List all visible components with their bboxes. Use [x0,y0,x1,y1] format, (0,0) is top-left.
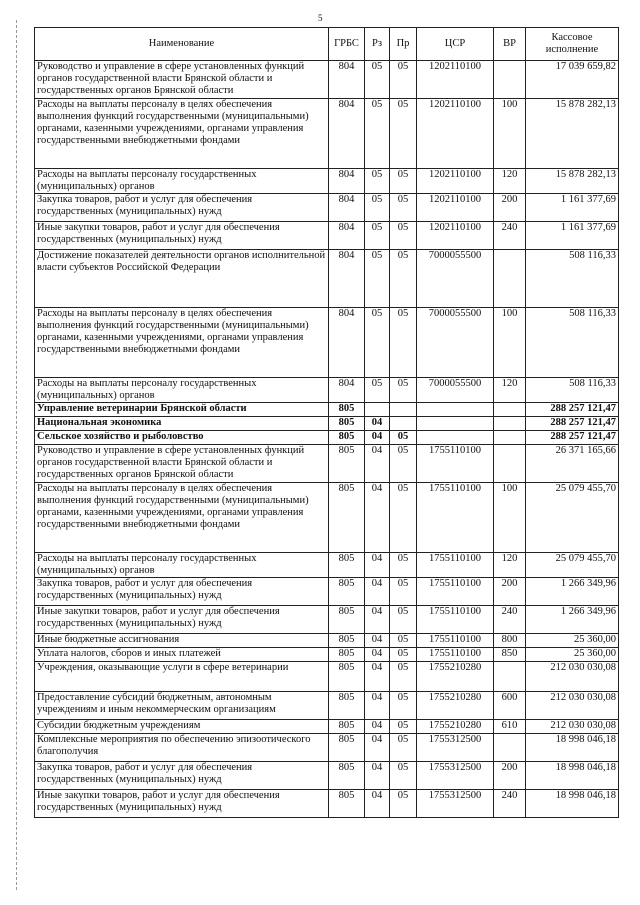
cell-rz: 04 [365,445,390,483]
cell-vr: 100 [494,99,526,169]
cell-pr: 05 [390,634,417,648]
table-row [35,734,619,762]
table-row [35,169,619,194]
cell-amount: 288 257 121,47 [526,403,619,417]
cell-csr: 1202110100 [417,222,494,250]
cell-pr: 05 [390,606,417,634]
cell-grbs: 805 [329,606,365,634]
cell-rz: 04 [365,431,390,445]
table-row [35,648,619,662]
cell-csr: 1755110100 [417,648,494,662]
cell-grbs: 805 [329,648,365,662]
column-header-rz: Рз [365,28,390,61]
cell-rz: 05 [365,308,390,378]
cell-csr: 7000055500 [417,308,494,378]
cell-name: Закупка товаров, работ и услуг для обеспечения государственных (муниципальных) нужд [35,194,329,222]
cell-pr: 05 [390,308,417,378]
cell-pr: 05 [390,692,417,720]
cell-name: Уплата налогов, сборов и иных платежей [35,648,329,662]
table-row [35,634,619,648]
cell-pr: 05 [390,553,417,578]
table-row [35,762,619,790]
cell-pr [390,417,417,431]
cell-rz: 04 [365,692,390,720]
cell-amount: 18 998 046,18 [526,790,619,818]
cell-name: Учреждения, оказывающие услуги в сфере ветеринарии [35,662,329,692]
cell-rz: 05 [365,169,390,194]
cell-rz: 05 [365,378,390,403]
cell-pr: 05 [390,61,417,99]
column-header-name: Наименование [35,28,329,61]
cell-csr: 1755110100 [417,634,494,648]
cell-csr: 7000055500 [417,378,494,403]
table-row [35,194,619,222]
cell-name: Комплексные мероприятия по обеспечению эпизоотического благополучия [35,734,329,762]
cell-name: Достижение показателей деятельности органов исполнительной власти субъектов Российской Федерации [35,250,329,308]
cell-rz: 04 [365,790,390,818]
cell-amount: 508 116,33 [526,308,619,378]
cell-name: Иные закупки товаров, работ и услуг для обеспечения государственных (муниципальных) нужд [35,790,329,818]
cell-grbs: 804 [329,169,365,194]
cell-vr: 240 [494,606,526,634]
cell-rz: 04 [365,734,390,762]
table-body [35,61,619,818]
cell-vr: 120 [494,553,526,578]
cell-amount: 25 079 455,70 [526,483,619,553]
cell-vr [494,734,526,762]
cell-vr [494,662,526,692]
cell-rz: 04 [365,648,390,662]
cell-rz: 04 [365,578,390,606]
cell-grbs: 805 [329,692,365,720]
cell-vr [494,431,526,445]
cell-grbs: 805 [329,790,365,818]
cell-grbs: 804 [329,99,365,169]
cell-name: Иные закупки товаров, работ и услуг для обеспечения государственных (муниципальных) нужд [35,222,329,250]
cell-amount: 288 257 121,47 [526,431,619,445]
cell-grbs: 804 [329,308,365,378]
column-header-grbs: ГРБС [329,28,365,61]
cell-grbs: 805 [329,634,365,648]
budget-table [34,27,619,818]
cell-grbs: 804 [329,194,365,222]
table-row [35,578,619,606]
cell-pr: 05 [390,662,417,692]
cell-grbs: 805 [329,720,365,734]
cell-csr: 1202110100 [417,194,494,222]
column-header-csr: ЦСР [417,28,494,61]
cell-pr: 05 [390,483,417,553]
cell-grbs: 804 [329,378,365,403]
cell-rz: 04 [365,606,390,634]
cell-rz: 05 [365,222,390,250]
budget-execution-sheet [34,27,618,818]
cell-vr: 850 [494,648,526,662]
cell-vr [494,445,526,483]
cell-name: Расходы на выплаты персоналу государственных (муниципальных) органов [35,169,329,194]
cell-grbs: 805 [329,431,365,445]
cell-name: Субсидии бюджетным учреждениям [35,720,329,734]
table-row [35,431,619,445]
cell-rz: 04 [365,720,390,734]
cell-pr: 05 [390,790,417,818]
table-row [35,308,619,378]
cell-vr: 800 [494,634,526,648]
cell-amount: 26 371 165,66 [526,445,619,483]
page-number: 5 [318,13,323,23]
column-header-vr: ВР [494,28,526,61]
cell-rz: 04 [365,634,390,648]
cell-csr: 1202110100 [417,169,494,194]
cell-amount: 25 079 455,70 [526,553,619,578]
cell-grbs: 805 [329,483,365,553]
cell-amount: 212 030 030,08 [526,720,619,734]
cell-amount: 17 039 659,82 [526,61,619,99]
cell-amount: 18 998 046,18 [526,762,619,790]
cell-rz: 04 [365,762,390,790]
cell-csr: 1755312500 [417,734,494,762]
cell-pr: 05 [390,194,417,222]
cell-name: Предоставление субсидий бюджетным, автономным учреждениям и иным некоммерческим организациям [35,692,329,720]
table-row [35,553,619,578]
cell-pr: 05 [390,578,417,606]
cell-name: Управление ветеринарии Брянской области [35,403,329,417]
cell-name: Национальная экономика [35,417,329,431]
cell-vr: 240 [494,222,526,250]
cell-amount: 508 116,33 [526,378,619,403]
cell-vr: 100 [494,483,526,553]
cell-name: Расходы на выплаты персоналу в целях обеспечения выполнения функций государственными (муниципальными) органами, казенными учреждениями, органами управления государственными внебюджетными фондами [35,308,329,378]
cell-csr: 1755210280 [417,662,494,692]
cell-pr [390,403,417,417]
cell-csr: 1755110100 [417,606,494,634]
cell-rz [365,403,390,417]
table-row [35,222,619,250]
cell-rz: 04 [365,553,390,578]
table-row [35,662,619,692]
cell-name: Руководство и управление в сфере установленных функций органов государственной власти Брянской области и государственных органов Брянской области [35,445,329,483]
table-row [35,99,619,169]
cell-vr: 600 [494,692,526,720]
cell-vr: 120 [494,378,526,403]
cell-grbs: 805 [329,662,365,692]
table-row [35,445,619,483]
cell-pr: 05 [390,720,417,734]
cell-rz: 05 [365,61,390,99]
cell-csr: 1755110100 [417,578,494,606]
cell-amount: 1 266 349,96 [526,578,619,606]
cell-pr: 05 [390,445,417,483]
cell-amount: 1 161 377,69 [526,222,619,250]
cell-pr: 05 [390,762,417,790]
cell-name: Расходы на выплаты персоналу государственных (муниципальных) органов [35,378,329,403]
cell-csr: 1202110100 [417,61,494,99]
cell-grbs: 805 [329,445,365,483]
cell-amount: 15 878 282,13 [526,99,619,169]
cell-vr: 610 [494,720,526,734]
cell-name: Расходы на выплаты персоналу в целях обеспечения выполнения функций государственными (муниципальными) органами, казенными учреждениями, органами управления государственными внебюджетными фондами [35,99,329,169]
cell-vr: 120 [494,169,526,194]
cell-vr: 200 [494,578,526,606]
cell-csr: 1202110100 [417,99,494,169]
cell-pr: 05 [390,250,417,308]
cell-pr: 05 [390,734,417,762]
table-row [35,61,619,99]
cell-amount: 18 998 046,18 [526,734,619,762]
cell-grbs: 804 [329,61,365,99]
cell-name: Закупка товаров, работ и услуг для обеспечения государственных (муниципальных) нужд [35,578,329,606]
cell-amount: 1 161 377,69 [526,194,619,222]
cell-rz: 04 [365,662,390,692]
cell-vr: 240 [494,790,526,818]
cell-amount: 288 257 121,47 [526,417,619,431]
cell-amount: 1 266 349,96 [526,606,619,634]
table-row [35,483,619,553]
cell-csr: 1755110100 [417,483,494,553]
cell-pr: 05 [390,648,417,662]
cell-csr: 1755210280 [417,692,494,720]
cell-grbs: 804 [329,222,365,250]
cell-vr [494,250,526,308]
cell-grbs: 805 [329,403,365,417]
table-row [35,403,619,417]
cell-csr [417,417,494,431]
table-row [35,417,619,431]
cell-pr: 05 [390,169,417,194]
cell-rz: 05 [365,194,390,222]
cell-rz: 04 [365,417,390,431]
cell-csr: 1755312500 [417,790,494,818]
cell-csr: 1755210280 [417,720,494,734]
table-row [35,692,619,720]
cell-grbs: 805 [329,553,365,578]
cell-pr: 05 [390,431,417,445]
cell-rz: 05 [365,250,390,308]
cell-name: Закупка товаров, работ и услуг для обеспечения государственных (муниципальных) нужд [35,762,329,790]
cell-grbs: 805 [329,417,365,431]
cell-csr [417,431,494,445]
cell-vr: 200 [494,762,526,790]
cell-vr: 200 [494,194,526,222]
cell-csr: 1755110100 [417,553,494,578]
cell-name: Расходы на выплаты персоналу в целях обеспечения выполнения функций государственными (муниципальными) органами, казенными учреждениями, органами управления государственными внебюджетными фондами [35,483,329,553]
column-header-amount: Кассовое исполнение [526,28,619,61]
cell-amount: 212 030 030,08 [526,662,619,692]
cell-amount: 25 360,00 [526,634,619,648]
cell-name: Иные закупки товаров, работ и услуг для обеспечения государственных (муниципальных) нужд [35,606,329,634]
cell-pr: 05 [390,222,417,250]
cell-vr [494,417,526,431]
table-row [35,606,619,634]
cell-csr: 7000055500 [417,250,494,308]
cell-csr [417,403,494,417]
cell-grbs: 805 [329,734,365,762]
cell-name: Руководство и управление в сфере установленных функций органов государственной власти Брянской области и государственных органов Брянской области [35,61,329,99]
binding-margin-line [16,20,18,890]
cell-amount: 508 116,33 [526,250,619,308]
cell-amount: 15 878 282,13 [526,169,619,194]
cell-rz: 04 [365,483,390,553]
table-header-row [35,28,619,61]
cell-name: Сельское хозяйство и рыболовство [35,431,329,445]
cell-amount: 25 360,00 [526,648,619,662]
cell-csr: 1755312500 [417,762,494,790]
table-row [35,250,619,308]
cell-csr: 1755110100 [417,445,494,483]
cell-amount: 212 030 030,08 [526,692,619,720]
table-row [35,720,619,734]
cell-vr [494,403,526,417]
cell-rz: 05 [365,99,390,169]
table-row [35,790,619,818]
table-row [35,378,619,403]
cell-vr [494,61,526,99]
cell-vr: 100 [494,308,526,378]
cell-grbs: 804 [329,250,365,308]
cell-pr: 05 [390,378,417,403]
column-header-pr: Пр [390,28,417,61]
cell-name: Иные бюджетные ассигнования [35,634,329,648]
cell-name: Расходы на выплаты персоналу государственных (муниципальных) органов [35,553,329,578]
cell-grbs: 805 [329,762,365,790]
cell-grbs: 805 [329,578,365,606]
cell-pr: 05 [390,99,417,169]
